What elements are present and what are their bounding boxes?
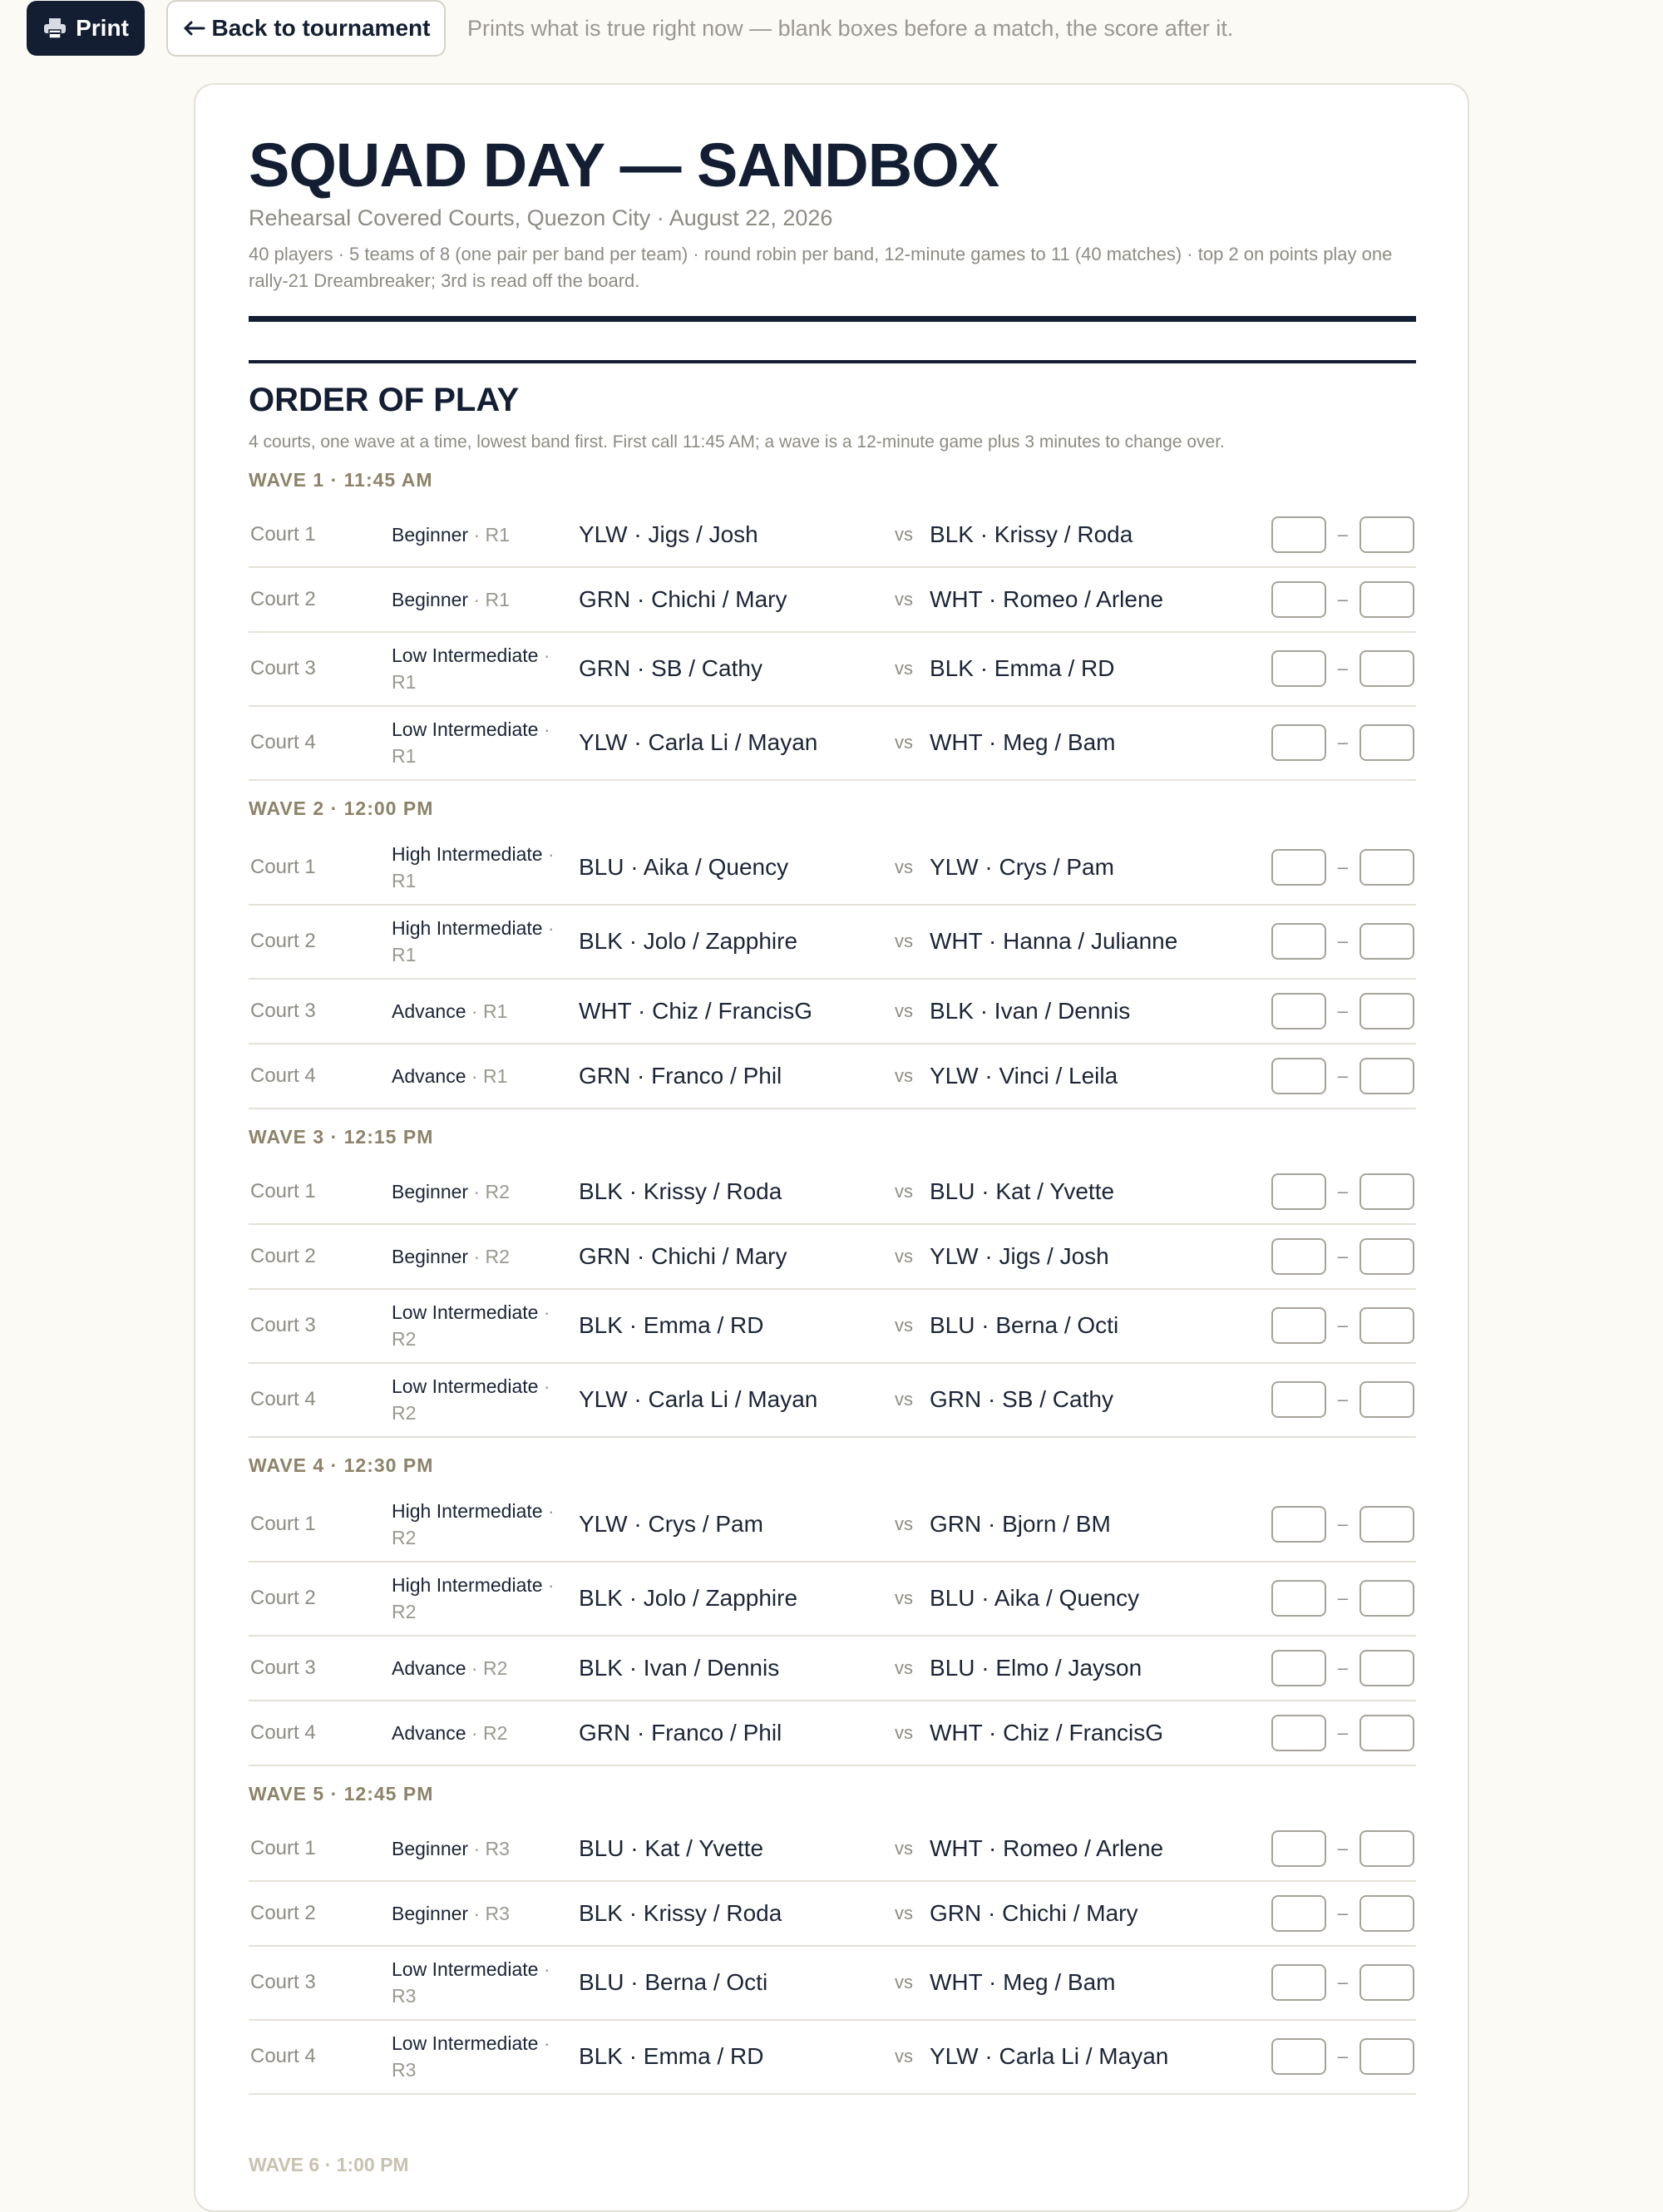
court-label: Court 1 [250,856,316,879]
band-label: High Intermediate [392,843,543,866]
court-label: Court 2 [250,1587,316,1610]
team-a: BLK · Emma / RD [579,2043,764,2070]
round-separator: · [468,523,486,546]
team-a: GRN · Chichi / Mary [579,585,787,612]
vs-label: vs [895,1245,913,1266]
team-b: BLK · Krissy / Roda [930,521,1133,547]
band-round [392,1835,579,1862]
court-label: Court 3 [250,1656,316,1679]
round-separator: · [542,1574,555,1597]
team-b: WHT · Meg / Bam [930,729,1116,756]
vs-label: vs [895,1657,913,1678]
score-box-team-b[interactable] [1360,1506,1414,1543]
score-entry [1271,2038,1414,2075]
print-button-label: Print [76,15,129,41]
band-label: Beginner [392,1180,469,1202]
vs-label: vs [895,931,913,952]
score-box-team-b[interactable] [1360,2038,1414,2075]
vs-label: vs [895,1064,913,1086]
match-row [249,1489,1416,1563]
vs-label: vs [895,1389,913,1410]
team-a: YLW · Crys / Pam [579,1511,763,1538]
team-a: GRN · Franco / Phil [579,1719,782,1745]
wave-header-partial: WAVE 6 · 1:00 PM [249,2154,409,2175]
team-a: BLK · Emma / RD [579,1312,764,1339]
vs-label: vs [895,1315,913,1336]
round-separator: · [466,1064,483,1087]
match-row [249,707,1416,781]
team-a: WHT · Chiz / FrancisG [579,997,813,1024]
round-label: R2 [485,1245,510,1267]
band-round [392,1572,579,1625]
round-label: R1 [392,944,417,966]
event-venue-date: Rehearsal Covered Courts, Quezon City · August 22, 2026 [249,205,833,231]
band-round [392,1299,579,1352]
round-separator: · [466,1657,483,1679]
round-separator: · [538,1301,550,1324]
match-row [249,1701,1416,1766]
round-label: R2 [392,1527,417,1549]
score-dash: – [1337,523,1348,545]
team-b: GRN · Chichi / Mary [930,1899,1138,1926]
score-box-team-a[interactable] [1271,1715,1326,1751]
wave-header: WAVE 3 · 12:15 PM [249,1125,434,1148]
printer-icon [42,17,67,40]
vs-label: vs [895,523,913,545]
team-a: BLU · Kat / Yvette [579,1834,764,1861]
score-box-team-a[interactable] [1271,849,1326,886]
band-label: Advance [392,1721,466,1744]
team-b: BLU · Aika / Quency [930,1585,1140,1612]
band-round [392,1498,579,1551]
court-label: Court 2 [250,1901,316,1924]
band-round [392,915,579,968]
court-label: Court 1 [250,1179,316,1202]
score-dash: – [1337,931,1348,952]
score-dash: – [1337,1315,1348,1336]
round-label: R2 [392,1328,417,1350]
court-label: Court 4 [250,2045,316,2068]
vs-label: vs [895,1587,913,1609]
score-dash: – [1337,1513,1348,1535]
score-box-team-b[interactable] [1360,1964,1414,2001]
vs-label: vs [895,1513,913,1535]
score-box-team-a[interactable] [1271,1058,1326,1094]
score-entry [1271,650,1414,687]
team-a: YLW · Carla Li / Mayan [579,1386,818,1413]
score-entry [1271,1238,1414,1275]
round-label: R3 [392,2059,417,2081]
score-entry [1271,1895,1414,1932]
band-label: High Intermediate [392,917,543,940]
match-row [249,1637,1416,1701]
score-box-team-a[interactable] [1271,1381,1326,1418]
band-label: Low Intermediate [392,1375,539,1398]
match-row [249,980,1416,1044]
score-entry [1271,993,1414,1029]
score-entry [1271,1058,1414,1094]
score-box-team-b[interactable] [1360,581,1414,618]
score-box-team-b[interactable] [1360,724,1414,761]
round-label: R1 [482,1000,508,1022]
event-format-description: 40 players · 5 teams of 8 (one pair per band per team) · round robin per band, 12-minute games to 11 (40 matches) · top 2 on points play one rally-21 Dreambreaker; 3rd is read off the board. [249,244,1393,291]
team-b: YLW · Vinci / Leila [930,1062,1118,1089]
team-b: BLK · Ivan / Dennis [930,997,1131,1024]
match-row [249,633,1416,707]
score-entry [1271,849,1414,886]
round-separator: · [468,588,486,610]
score-dash: – [1337,1972,1348,1993]
score-box-team-a[interactable] [1271,1895,1326,1932]
team-a: BLK · Krissy / Roda [579,1899,782,1926]
match-row [249,1882,1416,1947]
court-label: Court 4 [250,731,316,754]
band-label: Advance [392,1064,466,1087]
round-label: R3 [485,1837,510,1859]
band-round [392,716,579,769]
score-box-team-a[interactable] [1271,993,1326,1029]
court-label: Court 4 [250,1064,316,1087]
court-label: Court 1 [250,1836,316,1859]
vs-label: vs [895,1902,913,1923]
score-box-team-b[interactable] [1360,849,1414,886]
score-dash: – [1337,1902,1348,1923]
score-entry [1271,581,1414,618]
vs-label: vs [895,1180,913,1202]
score-box-team-b[interactable] [1360,1830,1414,1867]
score-entry [1271,1715,1414,1751]
match-row [249,906,1416,980]
event-title: SQUAD DAY — SANDBOX [249,131,999,200]
band-round [392,521,579,548]
team-a: BLK · Jolo / Zapphire [579,928,798,955]
toolbar [27,0,1233,57]
score-dash: – [1337,1657,1348,1678]
band-round [392,1243,579,1270]
round-separator: · [542,1500,555,1523]
wave-header: WAVE 2 · 12:00 PM [249,797,434,819]
band-round [392,1178,579,1205]
band-round [392,1063,579,1089]
print-button[interactable] [27,1,145,56]
match-row [249,1364,1416,1438]
vs-label: vs [895,2046,913,2067]
score-box-team-b[interactable] [1360,650,1414,687]
team-a: GRN · SB / Cathy [579,655,762,682]
score-dash: – [1337,1837,1348,1859]
score-dash: – [1337,1721,1348,1743]
score-box-team-a[interactable] [1271,1307,1326,1344]
court-label: Court 1 [250,522,316,546]
score-box-team-b[interactable] [1360,1307,1414,1344]
round-separator: · [538,644,550,667]
score-box-team-a[interactable] [1271,1830,1326,1867]
round-separator: · [538,2032,550,2055]
score-box-team-b[interactable] [1360,1381,1414,1418]
round-separator: · [468,1180,486,1202]
band-label: Beginner [392,588,469,610]
match-row [249,1044,1416,1109]
court-label: Court 2 [250,587,316,610]
score-dash: – [1337,857,1348,878]
score-box-team-a[interactable] [1271,1650,1326,1686]
band-label: Low Intermediate [392,718,539,741]
wave-header: WAVE 5 · 12:45 PM [249,1782,434,1805]
match-row [249,1947,1416,2021]
round-separator: · [466,1721,483,1744]
vs-label: vs [895,1721,913,1743]
band-label: High Intermediate [392,1574,543,1597]
round-separator: · [468,1245,486,1267]
vs-label: vs [895,857,913,878]
band-label: High Intermediate [392,1500,543,1523]
round-separator: · [468,1902,486,1924]
vs-label: vs [895,588,913,610]
court-label: Court 3 [250,1971,316,1994]
score-box-team-b[interactable] [1360,1580,1414,1617]
round-label: R2 [392,1601,417,1623]
arrow-left-icon [182,20,205,37]
court-label: Court 2 [250,930,316,953]
team-a: BLU · Berna / Octi [579,1969,768,1996]
team-b: GRN · SB / Cathy [930,1386,1113,1413]
score-entry [1271,1381,1414,1418]
team-b: BLU · Kat / Yvette [930,1178,1115,1204]
round-label: R1 [392,671,417,694]
match-row [249,1563,1416,1637]
schedule-sheet [194,83,1469,2212]
match-row [249,1225,1416,1290]
score-dash: – [1337,1064,1348,1086]
match-row [249,568,1416,633]
round-label: R1 [482,1064,508,1087]
band-label: Advance [392,1000,466,1022]
score-box-team-a[interactable] [1271,1964,1326,2001]
team-a: BLK · Ivan / Dennis [579,1654,780,1681]
waves-list [249,452,1416,2095]
score-dash: – [1337,1389,1348,1410]
score-box-team-a[interactable] [1271,2038,1326,2075]
score-entry [1271,1650,1414,1686]
team-b: WHT · Chiz / FrancisG [930,1719,1164,1745]
band-label: Low Intermediate [392,1958,539,1981]
match-row [249,1817,1416,1882]
score-box-team-b[interactable] [1360,1238,1414,1275]
score-box-team-a[interactable] [1271,650,1326,687]
score-dash: – [1337,658,1348,679]
score-entry [1271,923,1414,960]
score-dash: – [1337,2046,1348,2067]
team-b: YLW · Jigs / Josh [930,1242,1109,1269]
court-label: Court 3 [250,1314,316,1337]
section-divider [249,360,1416,363]
print-note: Prints what is true right now — blank boxes before a match, the score after it. [467,15,1234,41]
vs-label: vs [895,1972,913,1993]
round-separator: · [542,917,555,940]
score-entry [1271,724,1414,761]
band-label: Beginner [392,1245,469,1267]
vs-label: vs [895,658,913,679]
band-label: Low Intermediate [392,1301,539,1324]
score-dash: – [1337,588,1348,610]
round-label: R3 [392,1985,417,2007]
round-separator: · [538,1375,550,1398]
team-b: WHT · Meg / Bam [930,1969,1116,1996]
team-a: BLU · Aika / Quency [579,854,789,881]
team-a: GRN · Chichi / Mary [579,1242,787,1269]
score-box-team-b[interactable] [1360,993,1414,1029]
score-box-team-b[interactable] [1360,516,1414,553]
round-separator: · [538,718,550,741]
team-a: BLK · Krissy / Roda [579,1178,782,1204]
band-round [392,1373,579,1426]
back-to-tournament-button[interactable] [166,0,446,57]
score-dash: – [1337,1245,1348,1266]
band-round [392,1900,579,1927]
match-row [249,2021,1416,2095]
score-box-team-b[interactable] [1360,1895,1414,1932]
team-a: GRN · Franco / Phil [579,1062,782,1089]
score-box-team-a[interactable] [1271,581,1326,618]
band-round [392,586,579,613]
team-b: WHT · Romeo / Arlene [930,585,1164,612]
score-box-team-a[interactable] [1271,1506,1326,1543]
round-label: R1 [485,588,510,610]
round-separator: · [542,843,555,866]
round-label: R1 [392,870,417,892]
score-entry [1271,1307,1414,1344]
score-entry [1271,1964,1414,2001]
score-dash: – [1337,1587,1348,1609]
vs-label: vs [895,1837,913,1859]
score-dash: – [1337,1000,1348,1021]
band-label: Low Intermediate [392,2032,539,2055]
band-round [392,1720,579,1746]
court-label: Court 4 [250,1388,316,1411]
order-of-play-title: ORDER OF PLAY [249,381,520,418]
team-b: GRN · Bjorn / BM [930,1511,1111,1538]
band-round [392,642,579,695]
wave-header: WAVE 1 · 11:45 AM [249,468,433,491]
score-box-team-a[interactable] [1271,1238,1326,1275]
score-box-team-a[interactable] [1271,516,1326,553]
team-b: BLU · Berna / Octi [930,1312,1119,1339]
score-box-team-a[interactable] [1271,923,1326,960]
score-entry [1271,516,1414,553]
match-row [249,503,1416,568]
sheet-content [249,130,1416,2095]
score-box-team-b[interactable] [1360,1058,1414,1094]
score-box-team-a[interactable] [1271,724,1326,761]
match-row [249,832,1416,906]
team-b: YLW · Carla Li / Mayan [930,2043,1169,2070]
team-b: YLW · Crys / Pam [930,854,1114,881]
score-box-team-b[interactable] [1360,1650,1414,1686]
order-of-play-note: 4 courts, one wave at a time, lowest band first. First call 11:45 AM; a wave is a 12-minute game plus 3 minutes to change over. [249,432,1225,452]
round-separator: · [466,1000,483,1022]
band-round [392,841,579,894]
round-label: R1 [392,745,417,768]
round-separator: · [538,1958,550,1981]
round-label: R3 [485,1902,510,1924]
band-label: Advance [392,1657,466,1679]
score-dash: – [1337,1180,1348,1202]
band-round [392,1655,579,1681]
court-label: Court 1 [250,1513,316,1536]
team-b: BLU · Elmo / Jayson [930,1654,1142,1681]
team-a: YLW · Jigs / Josh [579,521,758,547]
match-row [249,1160,1416,1225]
score-box-team-a[interactable] [1271,1173,1326,1210]
band-round [392,998,579,1025]
vs-label: vs [895,732,913,753]
court-label: Court 3 [250,657,316,680]
court-label: Court 3 [250,999,316,1022]
header-divider [249,316,1416,322]
score-entry [1271,1580,1414,1617]
score-box-team-b[interactable] [1360,1173,1414,1210]
back-button-label: Back to tournament [211,15,431,41]
vs-label: vs [895,1000,913,1021]
score-entry [1271,1506,1414,1543]
round-label: R2 [392,1402,417,1424]
team-a: YLW · Carla Li / Mayan [579,729,818,756]
team-a: BLK · Jolo / Zapphire [579,1585,798,1612]
court-label: Court 2 [250,1244,316,1267]
team-b: BLK · Emma / RD [930,655,1115,682]
round-separator: · [468,1837,486,1859]
wave-header: WAVE 4 · 12:30 PM [249,1454,434,1476]
round-label: R2 [485,1180,510,1202]
round-label: R1 [485,523,510,546]
score-entry [1271,1173,1414,1210]
team-b: WHT · Romeo / Arlene [930,1834,1164,1861]
court-label: Court 4 [250,1721,316,1744]
score-entry [1271,1830,1414,1867]
round-label: R2 [482,1721,508,1744]
team-b: WHT · Hanna / Julianne [930,928,1178,955]
score-box-team-a[interactable] [1271,1580,1326,1617]
band-label: Beginner [392,1837,469,1859]
band-label: Beginner [392,1902,469,1924]
round-label: R2 [482,1657,508,1679]
band-label: Low Intermediate [392,644,539,667]
score-box-team-b[interactable] [1360,1715,1414,1751]
match-row [249,1290,1416,1364]
score-box-team-b[interactable] [1360,923,1414,960]
band-label: Beginner [392,523,469,546]
band-round [392,1956,579,2009]
score-dash: – [1337,732,1348,753]
band-round [392,2030,579,2083]
